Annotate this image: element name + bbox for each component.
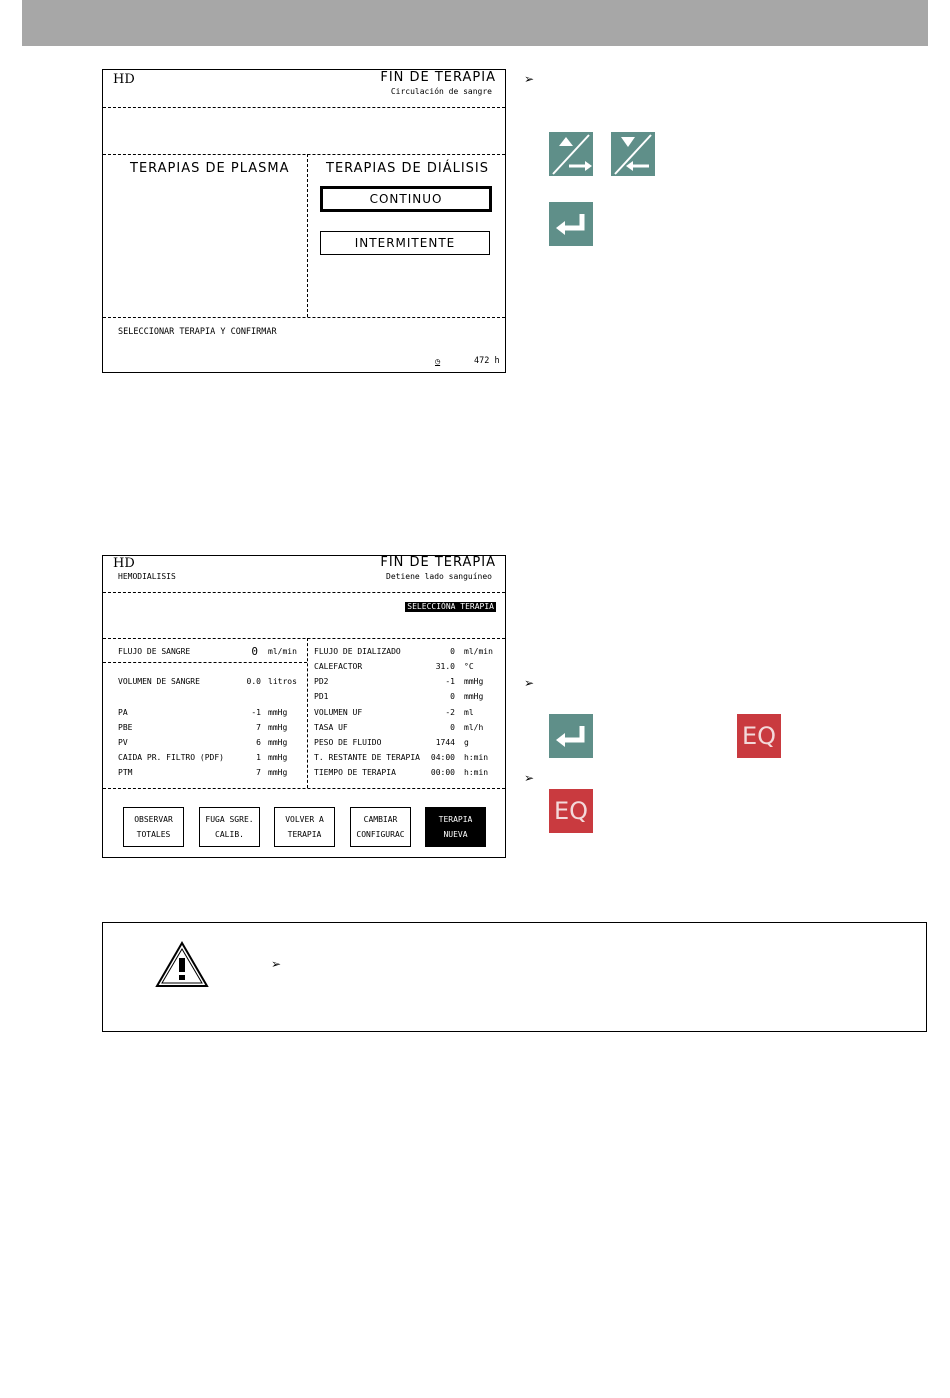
divider xyxy=(103,788,505,789)
parameter-value: 0.0 xyxy=(246,677,261,686)
parameter-label: PD2 xyxy=(314,677,329,686)
button-line: NUEVA xyxy=(443,830,468,839)
parameter-label: PA xyxy=(118,708,128,717)
parameter-unit: h:min xyxy=(464,753,489,762)
parameter-label: PTM xyxy=(118,768,133,777)
parameter-value: -2 xyxy=(445,708,455,717)
parameter-unit: mmHg xyxy=(464,677,484,686)
change-config-button[interactable] xyxy=(350,807,411,847)
bullet-arrow: ➢ xyxy=(524,676,535,690)
parameter-value: 0 xyxy=(450,723,455,732)
page-header-bar xyxy=(22,0,928,46)
button-line: OBSERVAR xyxy=(134,815,173,824)
parameter-value: 1 xyxy=(256,753,261,762)
parameter-unit: litros xyxy=(268,677,297,686)
mode-label: HD xyxy=(113,72,135,87)
parameter-unit: ml xyxy=(464,708,474,717)
status-message: SELECCIONAR TERAPIA Y CONFIRMAR xyxy=(118,327,277,337)
therapy-selection-screen xyxy=(102,69,506,373)
bullet-arrow: ➢ xyxy=(524,72,535,86)
return-to-therapy-button[interactable] xyxy=(274,807,335,847)
parameter-unit: mmHg xyxy=(268,708,288,717)
parameter-unit: mmHg xyxy=(268,753,288,762)
eq-key-icon: EQ xyxy=(549,789,593,833)
continuous-option-button[interactable]: CONTINUO xyxy=(320,186,492,212)
divider xyxy=(307,154,308,317)
divider xyxy=(307,638,308,788)
parameter-label: CAIDA PR. FILTRO (PDF) xyxy=(118,753,224,762)
select-therapy-label: SELECCIÓNA TERAPIA xyxy=(407,602,494,611)
divider xyxy=(103,317,505,318)
parameter-label: FLUJO DE DIALIZADO xyxy=(314,647,401,656)
arrow-up-key-icon xyxy=(549,132,593,176)
parameter-value: 00:00 xyxy=(430,768,455,777)
left-separator xyxy=(103,662,307,663)
enter-key-icon xyxy=(549,202,593,246)
divider xyxy=(103,592,505,593)
parameter-label: VOLUMEN DE SANGRE xyxy=(118,677,200,686)
parameter-unit: mmHg xyxy=(268,738,288,747)
divider xyxy=(103,154,505,155)
button-line: TERAPIA xyxy=(287,830,322,839)
mode-name: HEMODIALISIS xyxy=(118,572,176,581)
bullet-arrow: ➢ xyxy=(271,957,282,971)
plasma-therapies-header: TERAPIAS DE PLASMA xyxy=(130,161,290,176)
parameter-label: TASA UF xyxy=(314,723,348,732)
parameter-label: TIEMPO DE TERAPIA xyxy=(314,768,396,777)
button-line: CONFIGURAC xyxy=(356,830,405,839)
eq-key-icon: EQ xyxy=(737,714,781,758)
parameter-value: 0 xyxy=(251,645,258,658)
end-of-therapy-screen xyxy=(102,555,506,858)
dialysis-therapies-header: TERAPIAS DE DIÁLISIS xyxy=(326,161,490,176)
parameter-value: 0 xyxy=(450,647,455,656)
parameter-value: 7 xyxy=(256,768,261,777)
button-line: CAMBIAR xyxy=(363,815,398,824)
divider xyxy=(103,638,505,639)
parameter-unit: h:min xyxy=(464,768,489,777)
parameter-value: 7 xyxy=(256,723,261,732)
hours-counter: 472 h xyxy=(474,356,500,366)
bullet-arrow: ➢ xyxy=(524,771,535,785)
parameter-value: 0 xyxy=(450,692,455,701)
warning-box xyxy=(102,922,927,1032)
parameter-label: T. RESTANTE DE TERAPIA xyxy=(314,753,420,762)
screen-subtitle: Circulación de sangre xyxy=(390,87,492,96)
parameter-label: PESO DE FLUIDO xyxy=(314,738,382,747)
clock-icon: ◷ xyxy=(435,357,441,367)
button-line: TOTALES xyxy=(136,830,171,839)
button-line: FUGA SGRE. xyxy=(205,815,254,824)
intermittent-option-button[interactable]: INTERMITENTE xyxy=(320,231,490,255)
observe-totals-button[interactable] xyxy=(123,807,184,847)
button-line: CALIB. xyxy=(215,830,244,839)
parameter-label: FLUJO DE SANGRE xyxy=(118,647,191,656)
divider xyxy=(103,107,505,108)
screen-title: FIN DE TERAPIA xyxy=(380,555,496,570)
parameter-unit: °C xyxy=(464,662,474,671)
button-line: VOLVER A xyxy=(285,815,324,824)
parameter-label: PV xyxy=(118,738,128,747)
parameter-value: 31.0 xyxy=(435,662,455,671)
warning-icon xyxy=(154,940,210,990)
parameter-value: -1 xyxy=(251,708,261,717)
parameter-value: 04:00 xyxy=(430,753,455,762)
parameter-unit: ml/min xyxy=(268,647,297,656)
parameter-unit: g xyxy=(464,738,469,747)
parameter-label: VOLUMEN UF xyxy=(314,708,363,717)
parameter-unit: ml/min xyxy=(464,647,493,656)
blood-leak-calib-button[interactable] xyxy=(199,807,260,847)
new-therapy-button[interactable] xyxy=(425,807,486,847)
mode-label: HD xyxy=(113,556,135,571)
parameter-unit: mmHg xyxy=(464,692,484,701)
screen-subtitle: Detiene lado sanguíneo xyxy=(386,572,492,581)
parameter-value: -1 xyxy=(445,677,455,686)
parameter-value: 1744 xyxy=(435,738,455,747)
enter-key-icon xyxy=(549,714,593,758)
parameter-label: PBE xyxy=(118,723,133,732)
parameter-label: CALEFACTOR xyxy=(314,662,363,671)
button-line: TERAPIA xyxy=(438,815,473,824)
screen-title: FIN DE TERAPIA xyxy=(380,70,496,85)
arrow-down-key-icon xyxy=(611,132,655,176)
parameter-label: PD1 xyxy=(314,692,329,701)
parameter-unit: mmHg xyxy=(268,723,288,732)
parameter-unit: ml/h xyxy=(464,723,484,732)
parameter-unit: mmHg xyxy=(268,768,288,777)
parameter-value: 6 xyxy=(256,738,261,747)
